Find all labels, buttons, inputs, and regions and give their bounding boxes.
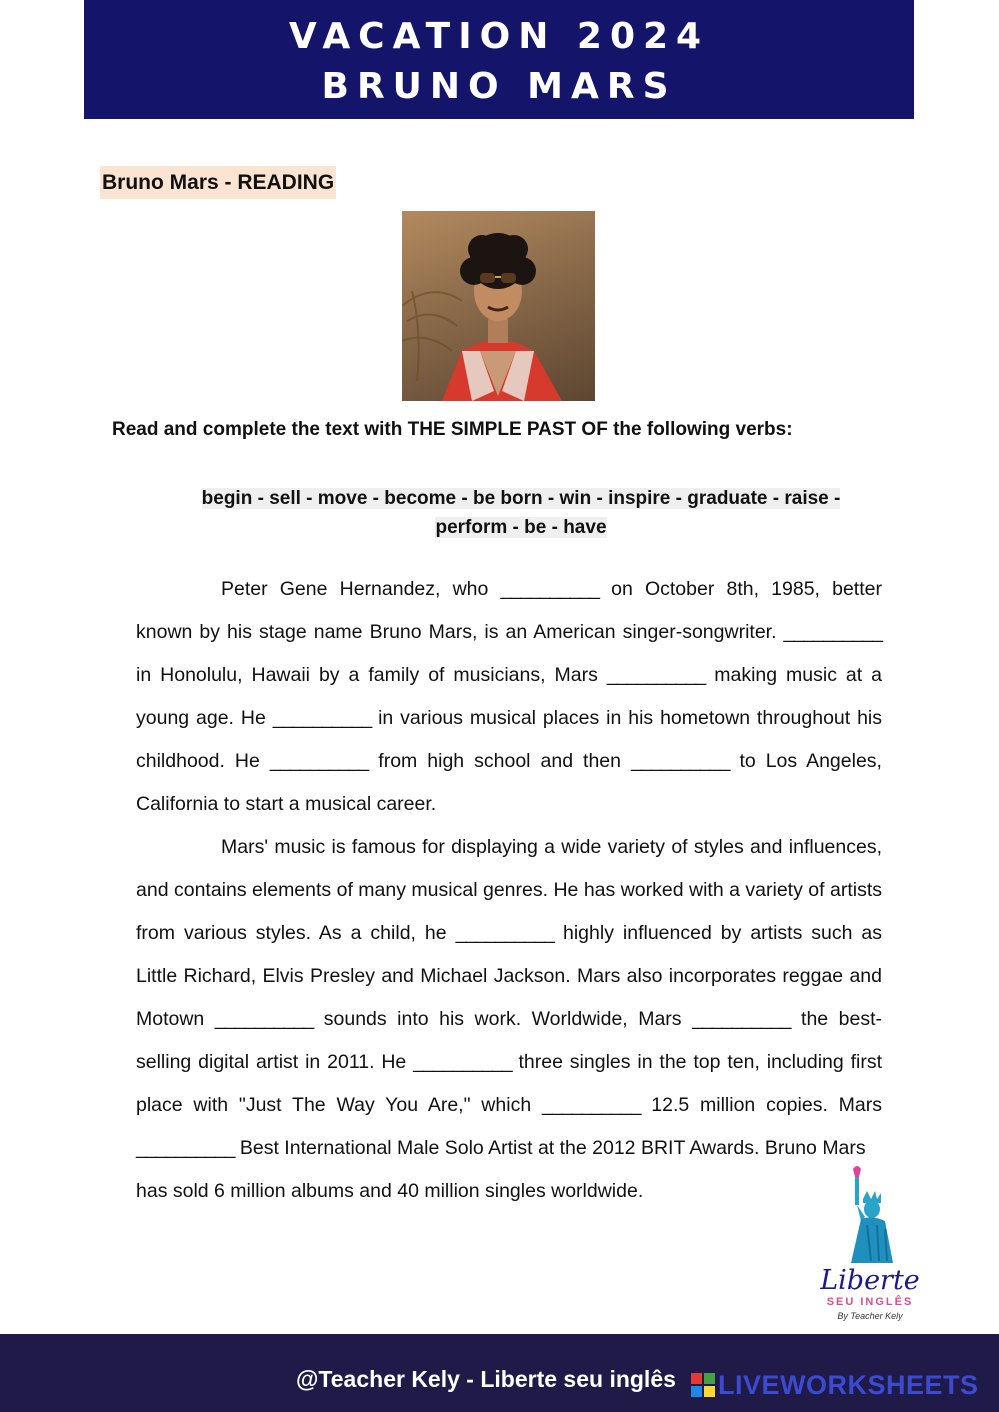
text-segment: to Los Angeles, California to start a musical career.	[136, 750, 882, 815]
blank-7[interactable]: __________	[455, 922, 555, 944]
liberte-logo	[815, 1165, 925, 1330]
logo-wordmark: Liberte	[820, 1265, 920, 1296]
blank-4[interactable]: __________	[272, 707, 372, 729]
blank-2[interactable]: __________	[783, 621, 882, 643]
text-segment: in various musical places in his hometown throughout his childhood. He	[136, 707, 883, 772]
blank-8[interactable]: __________	[214, 1008, 314, 1030]
text-segment: Best International Male Solo Artist at the 2012 BRIT Awards. Bruno Mars	[239, 1137, 866, 1159]
instructions: Read and complete the text with THE SIMPLE PAST OF the following verbs:	[112, 419, 793, 440]
verb-bank	[150, 484, 892, 542]
blank-12[interactable]: __________	[136, 1137, 235, 1159]
artist-photo	[402, 211, 595, 401]
text-segment: in Honolulu, Hawaii by a family of musicians, Mars	[136, 664, 598, 686]
logo-subtitle: SEU INGLÊS	[826, 1296, 914, 1308]
header-banner	[84, 0, 914, 119]
text-segment: has sold 6 million albums and 40 million singles worldwide.	[136, 1180, 644, 1202]
blank-6[interactable]: __________	[631, 750, 730, 772]
paragraph-1	[136, 568, 882, 826]
text-segment: highly influenced by artists such as Little Richard, Elvis Presley and Michael Jackson. Mars also incorporates reggae and Motown	[136, 922, 883, 1030]
verb-bank-line2: perform - be - have	[435, 517, 607, 538]
statue-of-liberty-icon	[815, 1165, 925, 1265]
text-segment: 12.5 million copies. Mars	[651, 1094, 882, 1116]
artist-photo-illustration	[402, 211, 595, 401]
text-segment: Peter Gene Hernandez, who	[221, 578, 489, 600]
text-segment: Mars' music is famous for displaying a wide variety of styles and influences, and contains elements of many musical genres. He has worked with a variety of artists from various styles. As a child, he	[136, 836, 882, 944]
liveworksheets-logo-icon	[690, 1372, 716, 1398]
verb-bank-line1: begin - sell - move - become - be born - win - inspire - graduate - raise -	[201, 488, 841, 509]
reading-text	[136, 568, 882, 1213]
text-segment: the best-selling digital artist in 2011. He	[136, 1008, 883, 1073]
blank-10[interactable]: __________	[413, 1051, 512, 1073]
blank-5[interactable]: __________	[269, 750, 369, 772]
logo-signature: By Teacher Kely	[837, 1311, 903, 1321]
paragraph-2	[136, 826, 882, 1213]
blank-3[interactable]: __________	[606, 664, 706, 686]
text-segment: from high school and then	[378, 750, 621, 772]
liveworksheets-brand[interactable]: LIVEWORKSHEETS	[718, 1370, 979, 1400]
blank-1[interactable]: __________	[500, 578, 599, 600]
text-segment: sounds into his work. Worldwide, Mars	[323, 1008, 682, 1030]
text-segment: on October 8th, 1985, better known by his stage name Bruno Mars, is an American singer-songwriter.	[136, 578, 882, 643]
text-segment: making music at a young age. He	[136, 664, 883, 729]
blank-9[interactable]: __________	[692, 1008, 791, 1030]
header-title-line1: VACATION 2024	[288, 16, 710, 57]
blank-11[interactable]: __________	[541, 1094, 641, 1116]
section-label: Bruno Mars - READING	[100, 166, 336, 199]
text-segment: three singles in the top ten, including first place with "Just The Way You Are," which	[136, 1051, 883, 1116]
footer-credit: @Teacher Kely - Liberte seu inglês	[296, 1366, 676, 1392]
header-title-line2: BRUNO MARS	[321, 66, 677, 107]
